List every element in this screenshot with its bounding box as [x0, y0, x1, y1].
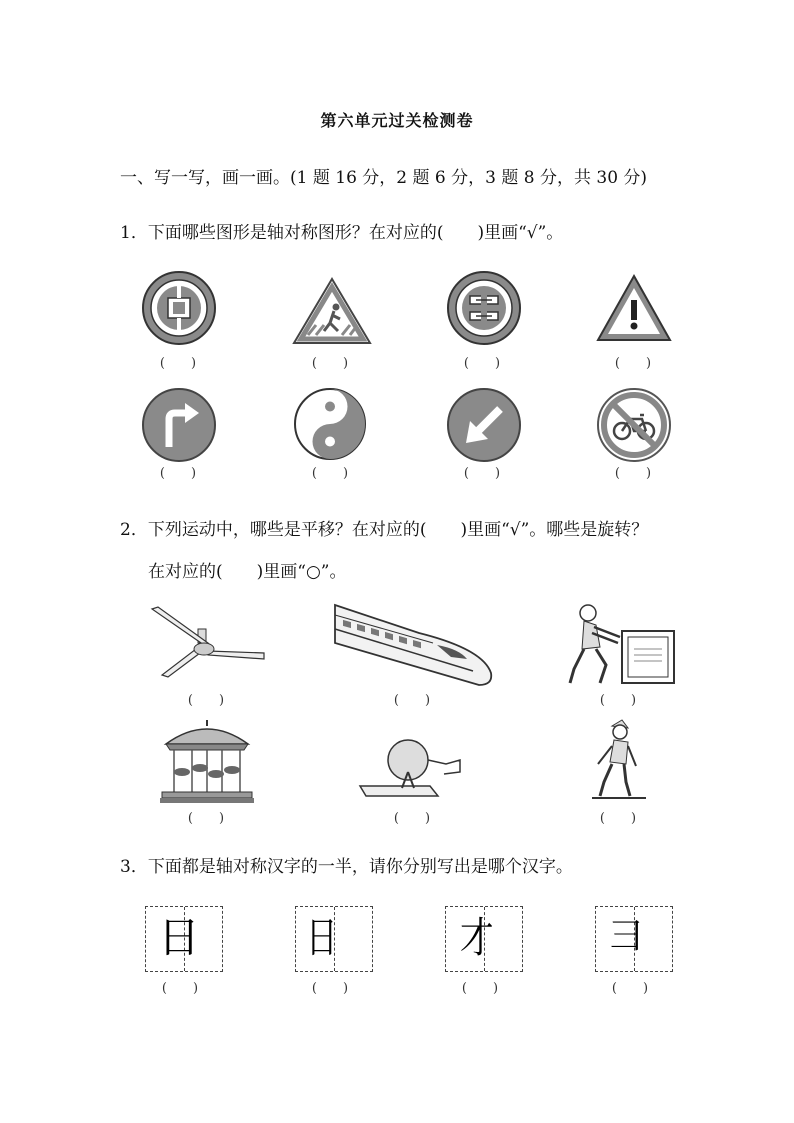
answer-paren[interactable]: ( ): [599, 811, 637, 826]
answer-paren[interactable]: ( ): [187, 811, 225, 826]
question-3-text: 3．下面都是轴对称汉字的一半，请你分别写出是哪个汉字。: [120, 857, 573, 877]
answer-paren[interactable]: ( ): [614, 466, 652, 481]
pedestrian-crossing-sign-icon: [292, 277, 372, 345]
warning-sign-icon: [596, 274, 672, 342]
answer-paren[interactable]: ( ): [393, 693, 431, 708]
answer-paren[interactable]: ( ): [461, 981, 499, 996]
answer-paren[interactable]: ( ): [187, 693, 225, 708]
answer-paren[interactable]: ( ): [159, 356, 197, 371]
bank-coin-logo-icon: [141, 270, 217, 346]
answer-paren[interactable]: ( ): [599, 693, 637, 708]
bank-logo-icon: [446, 270, 522, 346]
answer-paren[interactable]: ( ): [614, 356, 652, 371]
half-character: 日: [158, 913, 201, 962]
answer-paren[interactable]: ( ): [311, 356, 349, 371]
answer-paren[interactable]: ( ): [311, 466, 349, 481]
no-bicycle-sign-icon: [596, 387, 672, 463]
carousel-icon: [160, 718, 254, 804]
question-2-text-line1: 2．下列运动中，哪些是平移？在对应的( )里画“√”。哪些是旋转？: [120, 520, 649, 540]
diagonal-arrow-sign-icon: [446, 387, 522, 463]
half-character: 才: [460, 913, 494, 962]
answer-paren[interactable]: ( ): [393, 811, 431, 826]
half-character-box: [595, 906, 673, 972]
answer-paren[interactable]: ( ): [463, 466, 501, 481]
page-title: 第六单元过关检测卷: [320, 111, 474, 130]
question-2-text-line2: 在对应的( )里画“○”。: [148, 562, 347, 582]
half-character-box: [295, 906, 373, 972]
turn-right-sign-icon: [141, 387, 217, 463]
answer-paren[interactable]: ( ): [159, 466, 197, 481]
section-heading: 一、写一写，画一画。(1 题 16 分，2 题 6 分，3 题 8 分，共 30 分): [120, 168, 648, 188]
question-1-text: 1．下面哪些图形是轴对称图形？在对应的( )里画“√”。: [120, 223, 564, 243]
person-skiing-icon: [590, 716, 650, 802]
ceiling-fan-icon: [148, 607, 266, 679]
answer-paren[interactable]: ( ): [311, 981, 349, 996]
high-speed-train-icon: [333, 603, 495, 687]
answer-paren[interactable]: ( ): [463, 356, 501, 371]
yin-yang-icon: [293, 387, 367, 461]
answer-paren[interactable]: ( ): [161, 981, 199, 996]
half-character-box: [145, 906, 223, 972]
globe-on-base-icon: [358, 738, 462, 800]
half-character: 彐: [608, 916, 645, 957]
answer-paren[interactable]: ( ): [611, 981, 649, 996]
half-character-box: [445, 906, 523, 972]
boy-pushing-box-icon: [566, 603, 678, 685]
half-character: 日: [306, 913, 338, 962]
